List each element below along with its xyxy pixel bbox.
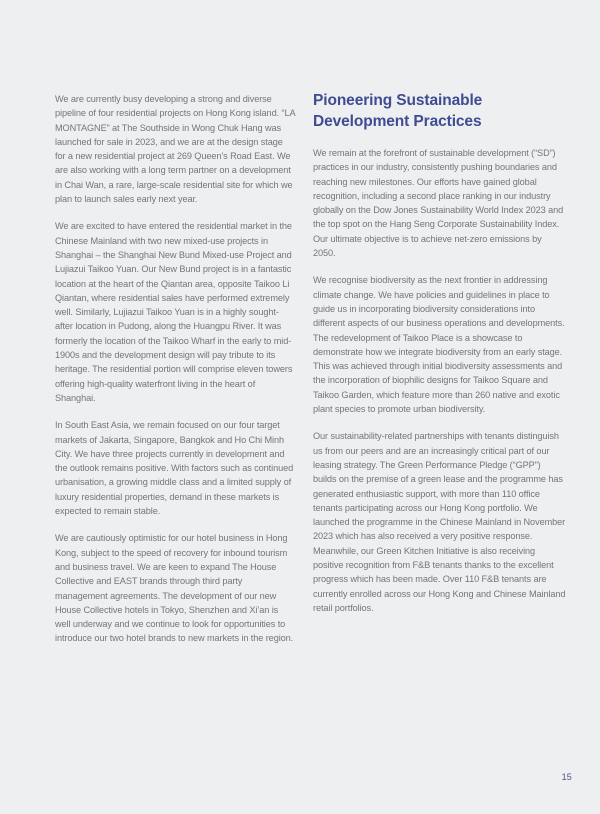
paragraph-chinese-mainland-projects: We are excited to have entered the residential market in the Chinese Mainland with two new mixed-use projects in Shanghai – the Shanghai New Bund Mixed-use Project and Lujiazui Taikoo Yuan. Our New Bund project is in a fantastic location at the heart of the Qiantan area, opposite Taikoo Li Qiantan, where residential sales have performed extremely well. Similarly, Lujiazui Taikoo Yuan is in a highly sought-after location in Pudong, along the Huangpu River. It was formerly the location of the Taikoo Wharf in the early to mid-1900s and the development design will pay tribute to its heritage. The residential portion will comprise eleven towers offering high-quality waterfront living in the heart of Shanghai.: [55, 221, 293, 403]
paragraph-sustainable-development: We remain at the forefront of sustainable development (“SD”) practices in our industry, consistently pushing boundaries and reaching new milestones. Our efforts have gained global recognition, including a second place ranking in our industry globally on the Dow Jones Sustainability World Index 2023 and the top spot on the Hang Seng Corporate Sustainability Index. Our ultimate objective is to achieve net-zero emissions by 2050.: [313, 148, 564, 259]
paragraph-south-east-asia: In South East Asia, we remain focused on our four target markets of Jakarta, Singapore, Bangkok and Ho Chi Minh City. We have three projects currently in development and the outlook remains positive. With factors such as continued urbanisation, a growing middle class and a limited supply of luxury residential properties, demand in these markets is expected to remain stable.: [55, 420, 294, 517]
right-text-column: [313, 90, 566, 628]
paragraph-residential-hong-kong: We are currently busy developing a strong and diverse pipeline of four residential projects on Hong Kong island. “LA MONTAGNE” at The Southside in Wong Chuk Hang was launched for sale in 2023, and we are at the design stage for a new residential project at 269 Queen’s Road East. We are also working with a long term partner on a development in Chai Wan, a rare, large-scale residential site for which we plan to launch sales early next year.: [55, 94, 295, 205]
paragraph-hotel-business: We are cautiously optimistic for our hotel business in Hong Kong, subject to the speed of recovery for inbound tourism and business travel. We are keen to expand The House Collective and EAST brands through third party management agreements. The development of our new House Collective hotels in Tokyo, Shenzhen and Xi’an is well underway and we continue to look for opportunities to introduce our two hotel brands to new markets in the region.: [55, 533, 294, 644]
page-number: 15: [561, 772, 572, 782]
left-text-column: [55, 92, 295, 659]
paragraph-biodiversity: We recognise biodiversity as the next frontier in addressing climate change. We have policies and guidelines in place to guide us in incorporating biodiversity considerations into different aspects of our business operations and developments. The redevelopment of Taikoo Place is a showcase to demonstrate how we integrate biodiversity from an early stage. This was achieved through initial biodiversity assessments and the incorporation of biophilic designs for Taikoo Square and Taikoo Garden, which feature more than 260 native and exotic plant species to promote urban biodiversity.: [313, 275, 565, 415]
section-heading: Pioneering Sustainable Development Practices: [313, 92, 483, 130]
paragraph-tenant-partnerships: Our sustainability-related partnerships with tenants distinguish us from our peers and are an increasingly critical part of our leasing strategy. The Green Performance Pledge (“GPP”) builds on the premise of a green lease and the programme has generated enthusiastic support, with more than 110 office tenants participating across our Hong Kong portfolio. We launched the programme in the Chinese Mainland in November 2023 which has also received a very positive response. Meanwhile, our Green Kitchen Initiative is also receiving positive recognition from F&B tenants thanks to the excellent progress which has been made. Over 110 F&B tenants are currently enrolled across our Hong Kong and Chinese Mainland retail portfolios.: [313, 431, 566, 613]
